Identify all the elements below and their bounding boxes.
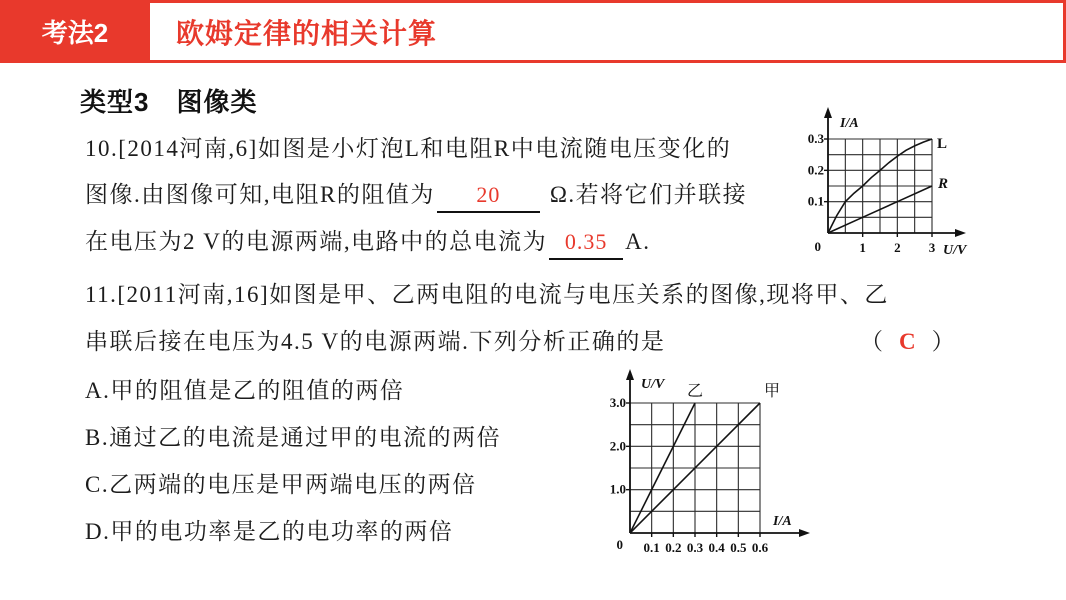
q11-option-b: B.通过乙的电流是通过甲的电流的两倍 [85, 425, 502, 450]
answer-resistance: 20 [476, 182, 501, 207]
svg-text:0.2: 0.2 [807, 162, 824, 178]
answer-bracket [860, 327, 955, 357]
svg-text:3: 3 [928, 240, 936, 255]
q10-line2 [85, 180, 747, 213]
svg-text:I/A: I/A [840, 116, 859, 131]
q11-line1: 11.[2011河南,16]如图是甲、乙两电阻的电流与电压关系的图像,现将甲、乙 [85, 282, 889, 307]
answer-total-current: 0.35 [564, 229, 608, 254]
svg-text:2.0: 2.0 [609, 438, 626, 454]
q10-line2-post: Ω.若将它们并联接 [549, 182, 748, 207]
svg-text:0: 0 [616, 537, 623, 552]
svg-text:2: 2 [894, 240, 901, 255]
q11-option-a: A.甲的阻值是乙的阻值的两倍 [85, 378, 405, 403]
q10-line3-post: A. [625, 229, 651, 254]
jia-yi-ui-graph [605, 363, 840, 573]
page-title: 欧姆定律的相关计算 [176, 17, 438, 49]
svg-text:1: 1 [859, 240, 866, 255]
q11-option-d: D.甲的电功率是乙的电功率的两倍 [85, 519, 454, 544]
q10-line3 [85, 227, 651, 260]
svg-text:U/V: U/V [641, 377, 665, 392]
svg-text:1.0: 1.0 [609, 481, 626, 497]
svg-text:0.6: 0.6 [751, 540, 769, 555]
svg-text:0: 0 [814, 239, 821, 254]
svg-text:0.1: 0.1 [643, 540, 660, 555]
section-heading: 类型3 图像类 [80, 87, 258, 117]
answer-letter: C [899, 329, 916, 354]
lamp-resistor-iv-graph [795, 100, 1066, 265]
svg-text:0.4: 0.4 [708, 540, 725, 555]
q11-line2-text: 串联后接在电压为4.5 V的电源两端.下列分析正确的是 [85, 329, 666, 354]
svg-text:0.5: 0.5 [730, 540, 747, 555]
exam-method-tag [0, 0, 150, 63]
svg-text:甲: 甲 [764, 383, 781, 400]
q10-line3-pre: 在电压为2 V的电源两端,电路中的总电流为 [85, 229, 548, 254]
exam-method-tag-label: 考法2 [41, 18, 109, 48]
q11-option-c: C.乙两端的电压是甲两端电压的两倍 [85, 472, 477, 497]
svg-text:R: R [938, 176, 949, 192]
svg-text:0.3: 0.3 [686, 540, 704, 555]
svg-text:L: L [937, 136, 948, 152]
svg-text:3.0: 3.0 [609, 395, 626, 410]
q10-line1: 10.[2014河南,6]如图是小灯泡L和电阻R中电流随电压变化的 [85, 136, 732, 161]
q11-line2 [85, 327, 1066, 357]
blank-resistance [437, 180, 540, 213]
svg-text:U/V: U/V [943, 243, 967, 258]
svg-text:I/A: I/A [773, 514, 792, 529]
svg-text:0.2: 0.2 [665, 540, 682, 555]
svg-text:乙: 乙 [687, 383, 704, 400]
svg-text:0.3: 0.3 [807, 131, 824, 146]
bracket-close: ） [931, 329, 955, 354]
svg-text:0.1: 0.1 [807, 193, 824, 209]
blank-total-current [549, 227, 623, 260]
page-title-box [150, 0, 1066, 63]
q10-line2-pre: 图像.由图像可知,电阻R的阻值为 [85, 182, 435, 207]
bracket-open: （ [860, 329, 883, 354]
